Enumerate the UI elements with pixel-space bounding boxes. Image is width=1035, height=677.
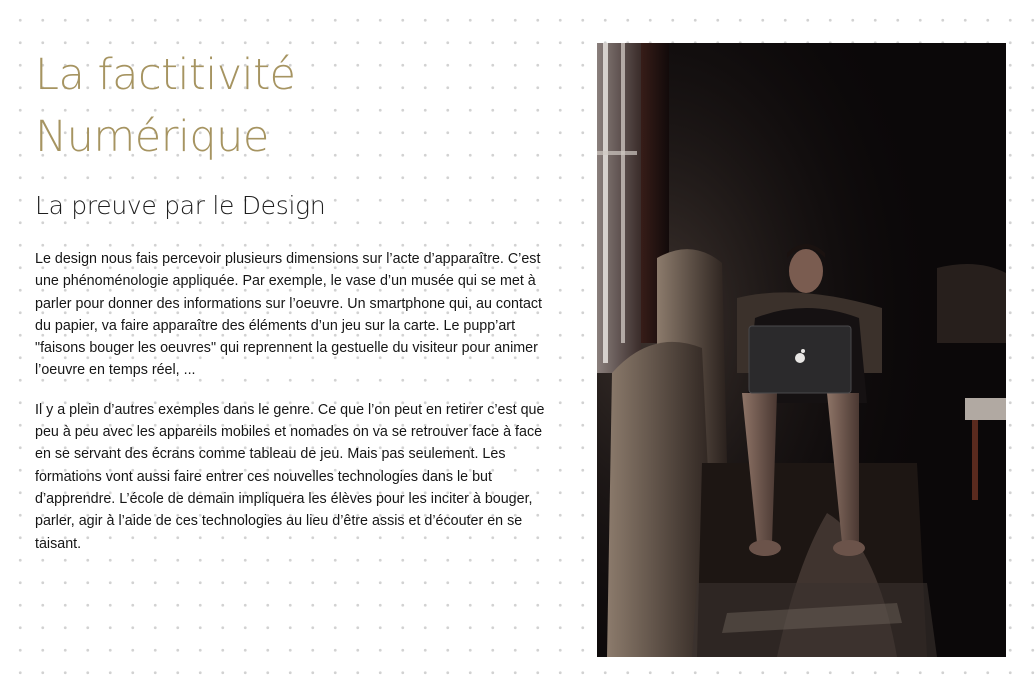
- book: [965, 398, 1006, 420]
- title-line-1: La factitivité: [35, 50, 296, 100]
- photo-man-with-laptop: [597, 43, 1006, 657]
- paragraph-1: Le design nous fais percevoir plusieurs dimensions sur l’acte d’apparaître. C’est une phénoménologie appliquée. Par exemple, le vase d’un musée qui se met à parler pour donner des informations sur l’oeuvre. Un smartphone qui, au contact du papier, va faire apparaître des éléments d’un jeu sur la carte. Le pupp’art "faisons bouger les oeuvres" qui reprennent la gestuelle du visiteur pour animer l’oeuvre en temps réel, ...: [35, 251, 543, 379]
- laptop-logo: [795, 353, 805, 363]
- page-title: [35, 44, 555, 168]
- title-line-2: Numérique: [35, 112, 269, 162]
- photo-illustration: [597, 43, 1006, 657]
- article: [35, 44, 555, 555]
- subtitle: La preuve par le Design: [35, 191, 326, 220]
- paragraph-2: Il y a plein d’autres exemples dans le genre. Ce que l’on peut en retirer c’est que peu à peu avec les appareils mobiles et nomades on va se retrouver face à face en se servant des écrans comme tableau de jeu. Mais pas seulement. Les formations vont aussi faire entrer ces nouvelles technologies dans le but d’apprendre. L’école de demain impliquera les élèves pour les inciter à bouger, parler, agir à l’aide de ces technologies au lieu d’être assis et d’écouter en se taisant.: [35, 401, 545, 552]
- man-head: [789, 249, 823, 293]
